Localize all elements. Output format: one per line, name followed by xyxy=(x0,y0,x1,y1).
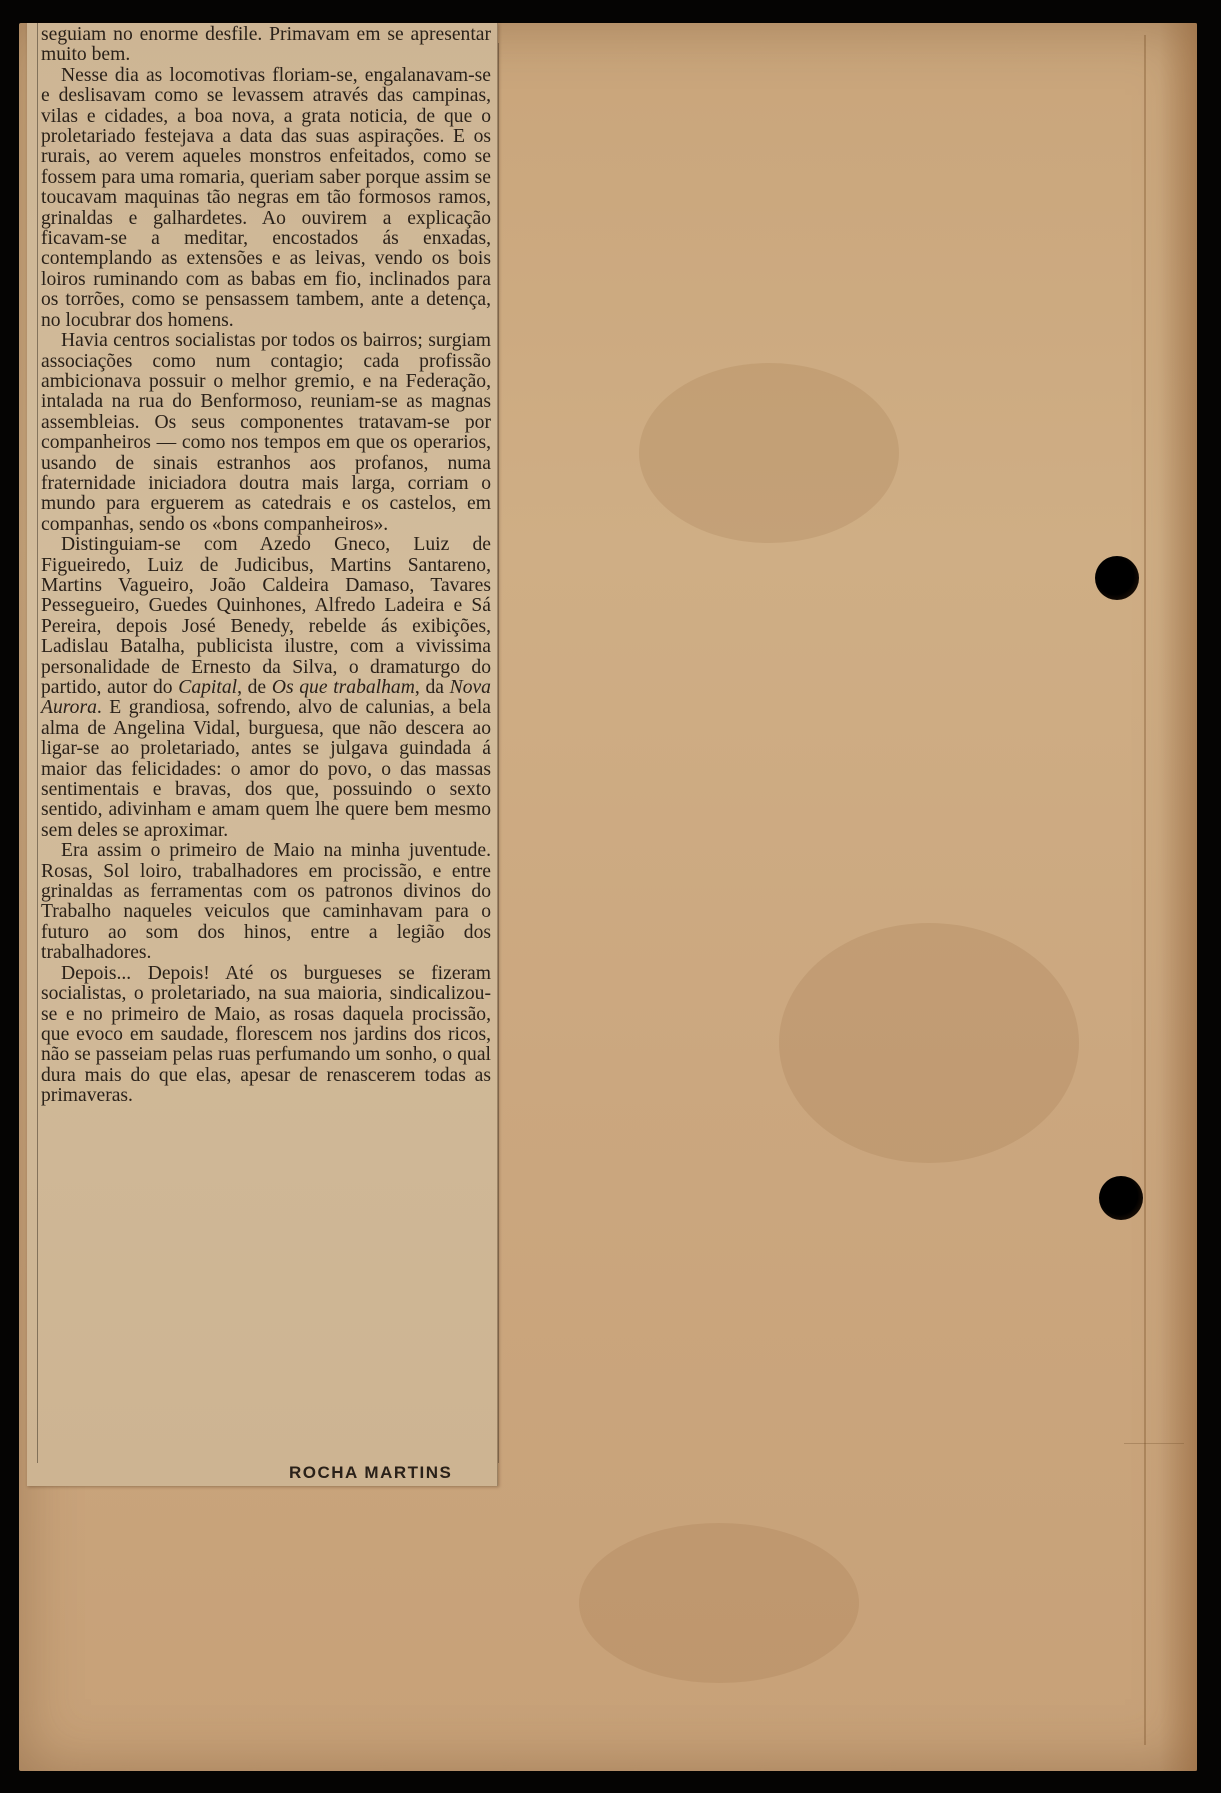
paragraph: Depois... Depois! Até os burgueses se fizeram socialistas, o proletariado, na sua maioria, sindicalizou-se e no primeiro de Maio, as rosas daquela procissão, que evoco em saudade, florescem nos jardins dos ricos, não se passeiam pelas ruas perfumando um sonho, o qual dura mais do que elas, apesar de renascerem todas as primaveras. xyxy=(41,962,491,1107)
sheet-edge-shadow xyxy=(1159,23,1197,1771)
italic-title: Capital xyxy=(178,677,238,698)
paragraph: Era assim o primeiro de Maio na minha juventude. Rosas, Sol loiro, trabalhadores em procissão, e entre grinaldas as ferramentas com os patronos divinos do Trabalho naqueles veiculos que caminhavam para o futuro ao som dos hinos, entre a legião dos trabalhadores. xyxy=(41,840,491,964)
paper-stain xyxy=(579,1523,859,1683)
paper-stain xyxy=(779,923,1079,1163)
column-rule-right xyxy=(498,43,499,1463)
punch-hole-bottom xyxy=(1099,1176,1143,1220)
paragraph: Havia centros socialistas por todos os bairros; surgiam associações como num contagio; cada profissão ambicionava possuir o melhor gremio, e na Federação, intalada na rua do Benformoso, reuniam-se as magnas assembleias. Os seus componentes tratavam-se por companheiros — como nos tempos em que os operarios, usando de sinais estranhos aos profanos, numa fraternidade iniciadora doutra mais larga, corriam o mundo para erguerem as catedrais e os castelos, em companhas, sendo os «bons companheiros». xyxy=(41,330,491,535)
article-text xyxy=(41,25,491,1107)
paragraph-text: . E grandiosa, sofrendo, alvo de calunias, a bela alma de Angelina Vidal, burguesa, que não descera ao ligar-se ao proletariado, antes se julgava guindada á maior das felicidades: o amor do povo, o das massas sentimentais e bravas, dos que, possuindo o sexto sentido, adivinham e amam quem lhe quere bem mesmo sem deles se aproximar. xyxy=(41,697,491,841)
italic-title: Os que trabalham xyxy=(271,677,415,698)
newspaper-clipping xyxy=(27,23,498,1486)
paragraph-text: , da xyxy=(414,677,444,698)
paragraph xyxy=(41,535,491,841)
sheet-fold-line xyxy=(1144,35,1146,1745)
punch-hole-top xyxy=(1095,556,1139,600)
sheet-crease xyxy=(1124,1443,1184,1444)
paragraph: seguiam no enorme desfile. Primavam em se apresentar muito bem. xyxy=(41,24,491,66)
author-signature: ROCHA MARTINS xyxy=(289,1463,453,1482)
column-rule-left xyxy=(37,23,38,1463)
paragraph-text: Distinguiam-se com Azedo Gneco, Luiz de Figueiredo, Luiz de Judicibus, Martins Santareno, Martins Vagueiro, João Caldeira Damaso, Tavares Pessegueiro, Guedes Quinhones, Alfredo Ladeira e Sá Pereira, depois José Benedy, rebelde ás exibições, Ladislau Batalha, publicista ilustre, com a vivissima personalidade de Ernesto da Silva, o dramaturgo do partido, autor do xyxy=(41,534,491,698)
paper-stain xyxy=(639,363,899,543)
italic-title: Nova Aurora xyxy=(41,677,491,719)
paragraph-text: , de xyxy=(237,677,267,698)
paragraph: Nesse dia as locomotivas floriam-se, engalanavam-se e deslisavam como se levassem através das campinas, vilas e cidades, a boa nova, a grata noticia, de que o proletariado festejava a data das suas aspirações. E os rurais, ao verem aqueles monstros enfeitados, como se fossem para uma romaria, queriam saber porque assim se toucavam maquinas tão negras em tão formosos ramos, grinaldas e galhardetes. Ao ouvirem a explicação ficavam-se a meditar, encostados ás enxadas, contemplando as extensões e as leivas, vendo os bois loiros ruminando com as babas em fio, inclinados para os torrões, como se pensassem tambem, ante a detença, no locubrar dos homens. xyxy=(41,64,491,331)
